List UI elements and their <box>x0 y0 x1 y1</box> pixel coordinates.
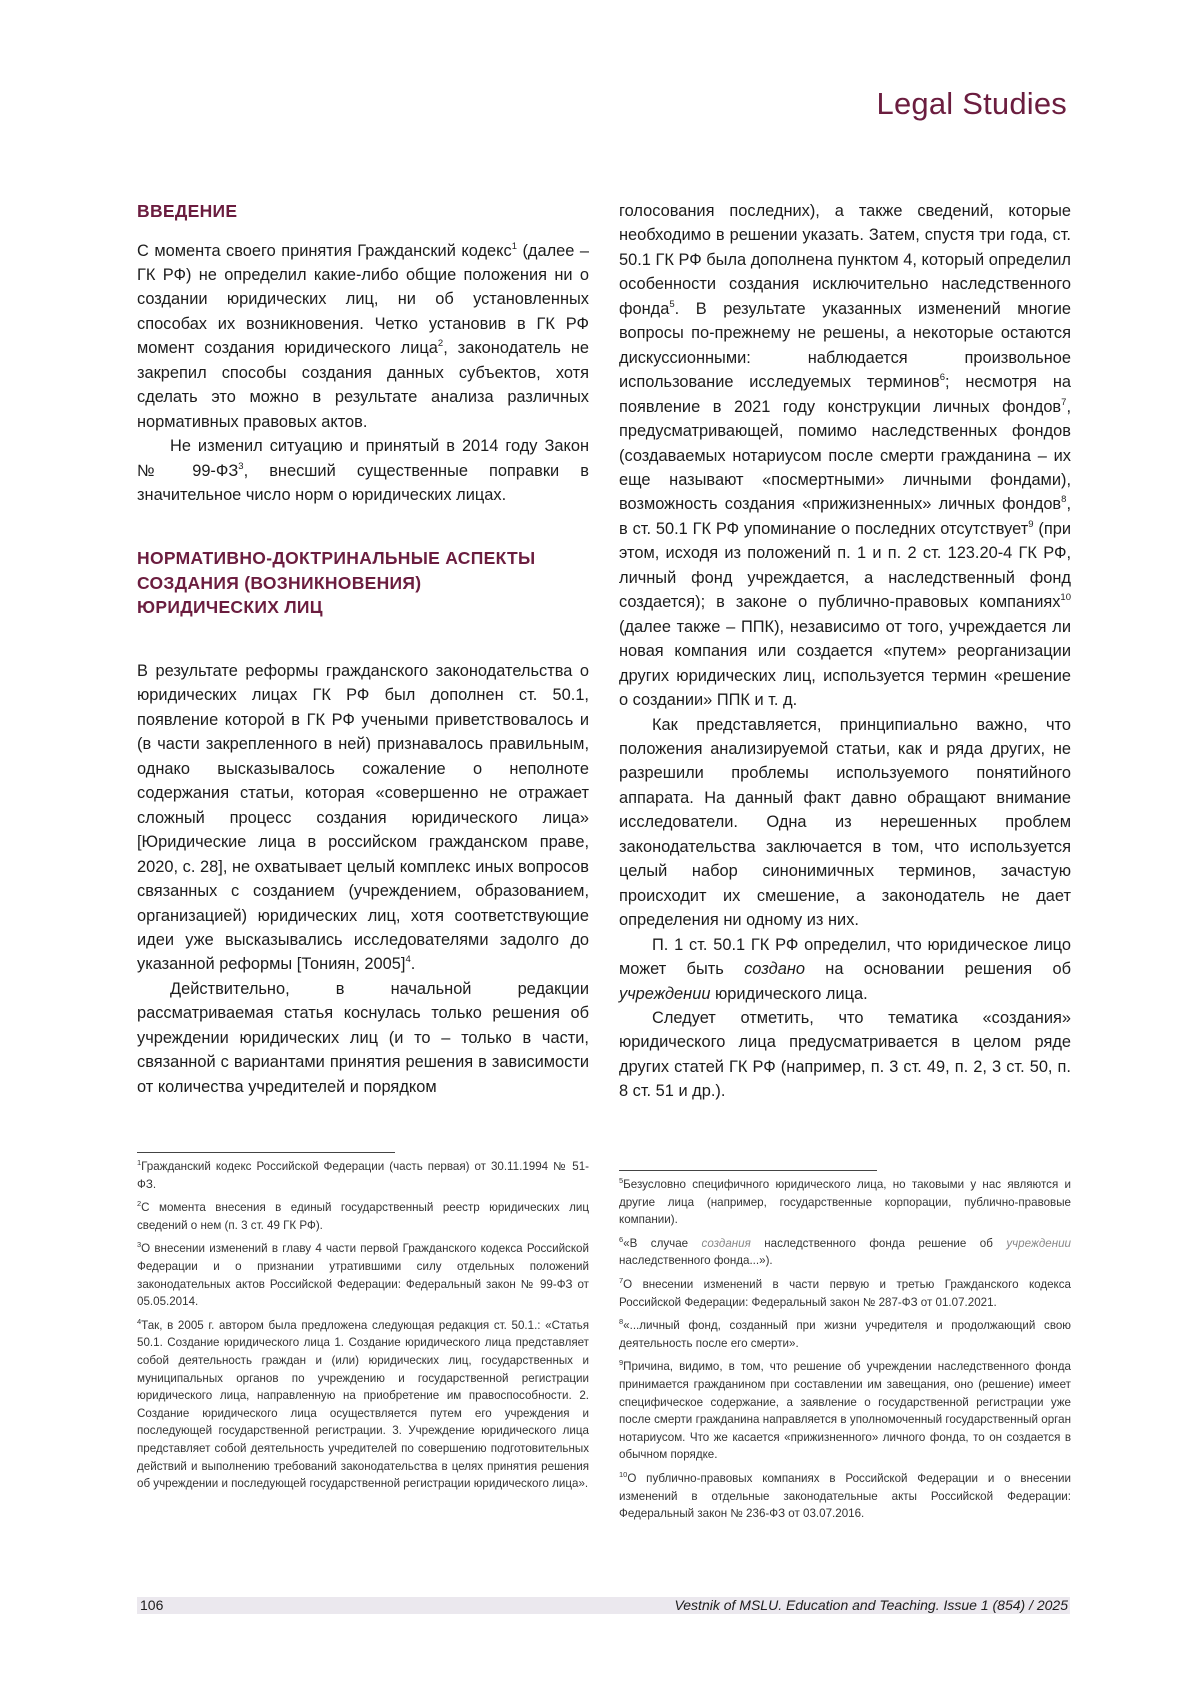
text-run: (при этом, исходя из положений п. 1 и п. 2 ст. 123.20-4 ГК РФ, личный фонд учреждается, а наследственный фонд создается); в законе о публично-правовых компаниях <box>619 520 1071 611</box>
footnote-ref: 1 <box>512 241 517 252</box>
footnote-ref: 7 <box>1061 397 1066 408</box>
page-footer <box>137 1597 1070 1614</box>
footnote <box>137 1240 589 1310</box>
footnote <box>619 1235 1071 1270</box>
paragraph <box>137 977 589 1099</box>
text-run: . <box>411 955 416 973</box>
footnote-ref: 10 <box>619 1470 627 1479</box>
paragraph <box>619 199 1071 713</box>
text-run: , предусматривающей, помимо наследственных фондов (создаваемых нотариусом после смерти гражданина – их еще называют «посмертными» личными фондами), возможность создания «прижизненных» личных фондов <box>619 398 1071 514</box>
paragraph <box>619 933 1071 1006</box>
text-run: , законодатель не закрепил способы создания данных субъектов, хотя сделать это можно в результате анализа различных нормативных правовых актов. <box>137 339 589 430</box>
text-run: (далее также – ППК), независимо от того, учреждается ли новая компания или создается «путем» реорганизации других юридических лиц, используется термин «решение о создании» ППК и т. д. <box>619 618 1071 709</box>
emphasis-text: создания <box>702 1237 751 1250</box>
footnote-ref: 8 <box>619 1317 623 1326</box>
text-run: юридического лица. <box>710 985 867 1003</box>
section-rubric: Legal Studies <box>877 86 1067 122</box>
footnote-ref: 5 <box>619 1176 623 1185</box>
footnote-ref: 3 <box>137 1240 141 1249</box>
left-column <box>137 199 589 1099</box>
paragraph <box>619 713 1071 933</box>
text-run: наследственного фонда решение об <box>751 1237 1007 1250</box>
paragraph <box>137 659 589 977</box>
text-run: «В случае <box>623 1237 701 1250</box>
footnote-ref: 2 <box>137 1199 141 1208</box>
heading-introduction: ВВЕДЕНИЕ <box>137 199 589 224</box>
footnote-ref: 8 <box>1061 494 1066 505</box>
text-run: , в ст. 50.1 ГК РФ упоминание о последних отсутствует <box>619 495 1071 537</box>
text-run: Не изменил ситуацию и принятый в 2014 году Закон № 99-ФЗ <box>137 437 589 479</box>
footnote <box>619 1317 1071 1352</box>
paragraph <box>137 239 589 435</box>
emphasis-text: учреждении <box>1006 1237 1071 1250</box>
emphasis-text: учреждении <box>619 985 710 1003</box>
text-run: С момента внесения в единый государственный реестр юридических лиц сведений о нем (п. 3 ст. 49 ГК РФ). <box>137 1201 589 1232</box>
footnote <box>619 1176 1071 1229</box>
text-run: Следует отметить, что тематика «создания» юридического лица предусматривается в целом ряде других статей ГК РФ (например, п. 3 ст. 49, п. 2, 3 ст. 50, п. 8 ст. 51 и др.). <box>619 1009 1071 1100</box>
text-run: Причина, видимо, в том, что решение об учреждении наследственного фонда принимается гражданином при составлении им завещания, оно (решение) имеет специфическое содержание, а заявление о государственной регистрации уже после смерти гражданина направляется в уполномоченный государственный орган нотариусом. Что же касается «прижизненного» личного фонда, то он создается в обычном порядке. <box>619 1360 1071 1461</box>
paragraph <box>619 1006 1071 1104</box>
footnote-separator <box>137 1152 395 1153</box>
text-run: С момента своего принятия Гражданский кодекс <box>137 242 512 260</box>
footnote-ref: 10 <box>1060 592 1071 603</box>
footnote <box>619 1276 1071 1311</box>
footnote-ref: 4 <box>137 1317 141 1326</box>
text-run: Так, в 2005 г. автором была предложена следующая редакция ст. 50.1.: «Статья 50.1. Создание юридического лица 1. Создание юридического лица представляет собой деятельность граждан и (или) юридических лиц, государственных и муниципальных органов по учреждению и государственной регистрации юридического лица, направленную на приобретение им правоспособности. 2. Создание юридического лица осуществляется путем его учреждения и последующей государственной регистрации. 3. Учреждение юридического лица представляет собой деятельность учредителей по совершению подготовительных действий и выполнению требований законодательства в целях принятия решения об учреждении и последующей государственной регистрации юридического лица». <box>137 1319 589 1490</box>
footnote-ref: 1 <box>137 1158 141 1167</box>
footnote-separator <box>619 1170 877 1171</box>
footnote-ref: 9 <box>619 1358 623 1367</box>
footnote <box>619 1470 1071 1523</box>
text-run: О публично-правовых компаниях в Российской Федерации и о внесении изменений в отдельные законодательные акты Российской Федерации: Федеральный закон № 236-ФЗ от 03.07.2016. <box>619 1472 1071 1520</box>
footnote <box>619 1358 1071 1464</box>
text-run: «...личный фонд, созданный при жизни учредителя и продолжающий свою деятельность после его смерти». <box>619 1319 1071 1350</box>
text-run: Гражданский кодекс Российской Федерации (часть первая) от 30.11.1994 № 51-ФЗ. <box>137 1160 589 1191</box>
page-number: 106 <box>140 1597 163 1614</box>
footnote <box>137 1158 589 1193</box>
right-column <box>619 199 1071 1104</box>
footnotes-right <box>619 1176 1071 1529</box>
text-run: (далее – ГК РФ) не определил какие-либо общие положения ни о создании юридических лиц, ни об установленных способах их возникновения. Четко установив в ГК РФ момент создания юридического лица <box>137 242 589 358</box>
text-run: Как представляется, принципиально важно, что положения анализируемой статьи, как и ряда других, не разрешили проблемы используемого понятийного аппарата. На данный факт давно обращают внимание исследователи. Одна из нерешенных проблем законодательства заключается в том, что используется целый набор синонимичных терминов, зачастую происходит их смешение, а законодатель не дает определения ни одному из них. <box>619 716 1071 930</box>
footnote-ref: 6 <box>619 1235 623 1244</box>
text-run: . В результате указанных изменений многие вопросы по-прежнему не решены, а некоторые остаются дискуссионными: наблюдается произвольное использование исследуемых терминов <box>619 300 1071 391</box>
footnote-ref: 2 <box>438 338 443 349</box>
text-run: наследственного фонда...»). <box>619 1254 773 1267</box>
footnote-ref: 4 <box>405 954 410 965</box>
footnote-ref: 9 <box>1028 519 1033 530</box>
text-run: В результате реформы гражданского законодательства о юридических лицах ГК РФ был дополнен ст. 50.1, появление которой в ГК РФ учеными приветствовалось и (в части закрепленного в ней) признавалось правильным, однако высказывалось сожаление о неполноте содержания статьи, которая «совершенно не отражает сложный процесс создания юридического лица» [Юридические лица в российском гражданском праве, 2020, с. 28], не охватывает целый комплекс иных вопросов связанных с созданием (учреждением, образованием, организацией) юридических лиц, хотя соответствующие идеи уже высказывались исследователями задолго до указанной реформы [Тониян, 2005] <box>137 662 589 973</box>
text-run: О внесении изменений в части первую и третью Гражданского кодекса Российской Федерации: Федеральный закон № 287-ФЗ от 01.07.2021. <box>619 1278 1071 1309</box>
footnote-ref: 7 <box>619 1276 623 1285</box>
text-run: , внесший существенные поправки в значительное число норм о юридических лицах. <box>137 462 589 504</box>
text-run: на основании решения об <box>805 960 1071 978</box>
paragraph <box>137 434 589 507</box>
text-run: О внесении изменений в главу 4 части первой Гражданского кодекса Российской Федерации и о признании утратившими силу отдельных положений законодательных актов Российской Федерации: Федеральный закон № 99-ФЗ от 05.05.2014. <box>137 1242 589 1308</box>
footnote-ref: 5 <box>669 299 674 310</box>
emphasis-text: создано <box>744 960 805 978</box>
footnote-ref: 6 <box>940 372 945 383</box>
text-run: Действительно, в начальной редакции рассматриваемая статья коснулась только решения об учреждении юридических лиц (и то – только в части, связанной с вариантами принятия решения в зависимости от количества учредителей и порядком <box>137 980 589 1096</box>
text-run: П. 1 ст. 50.1 ГК РФ определил, что юридическое лицо может быть <box>619 936 1071 978</box>
text-run: Безусловно специфичного юридического лица, но таковыми у нас являются и другие лица (например, государственные корпорации, публично-правовые компании). <box>619 1178 1071 1226</box>
heading-normative-aspects: НОРМАТИВНО-ДОКТРИНАЛЬНЫЕ АСПЕКТЫ СОЗДАНИЯ (ВОЗНИКНОВЕНИЯ) ЮРИДИЧЕСКИХ ЛИЦ <box>137 546 537 620</box>
footnote-ref: 3 <box>238 461 243 472</box>
footnote <box>137 1199 589 1234</box>
text-run: голосования последних), а также сведений, которые необходимо в решении указать. Затем, спустя три года, ст. 50.1 ГК РФ была дополнена пунктом 4, который определил особенности создания исключительно наследственного фонда <box>619 202 1071 318</box>
footnotes-left <box>137 1158 589 1499</box>
text-run: ; несмотря на появление в 2021 году конструкции личных фондов <box>619 373 1071 415</box>
journal-title: Vestnik of MSLU. Education and Teaching. Issue 1 (854) / 2025 <box>674 1597 1068 1614</box>
footnote <box>137 1317 589 1493</box>
